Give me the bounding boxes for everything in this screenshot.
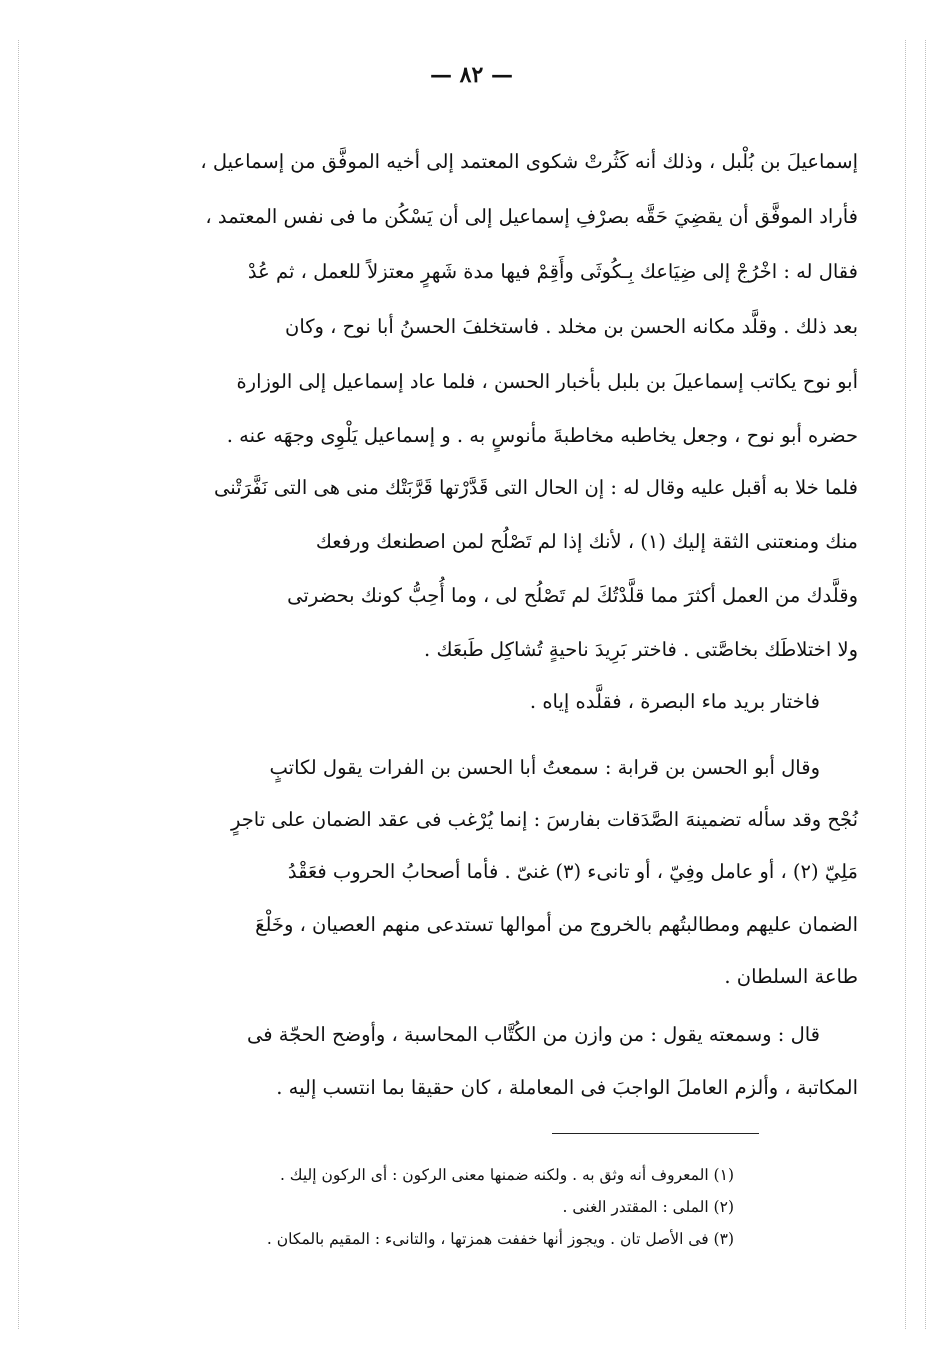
text-line: ولا اختلاطَك بخاصَّتى . فاختر بَرِيدَ ناحيةٍ تُشاكِل طَبعَك . [424, 638, 858, 661]
text-line: حضره أبو نوح ، وجعل يخاطبه مخاطبةَ مأنوسٍ به . و إسماعيل يَلْوِى وجهَه عنه . [226, 424, 858, 447]
left-margin-dots [18, 40, 19, 1329]
text-line: فقال له : اخْرُجْ إلى ضِيَاعك بِـكُوثَى وأَقِمْ فيها مدة شَهرٍ معتزلاً للعمل ، ثم عُدْ [247, 260, 858, 283]
footnote-divider [552, 1133, 759, 1134]
right-margin-dots [905, 40, 906, 1329]
text-line: الضمان عليهم ومطالبتُهم بالخروج من أموالها تستدعى منهم العصيان ، وخَلْعَ [255, 913, 858, 936]
footnote-2: (٢) الملى : المقتدر الغنى . [562, 1198, 734, 1216]
text-line: وقال أبو الحسن بن قرابة : سمعتُ أبا الحسن بن الفرات يقول لكاتبٍ [269, 756, 820, 779]
text-line: المكاتبة ، وألزم العاملَ الواجبَ فى المعاملة ، كان حقيقا بما انتسب إليه . [276, 1076, 858, 1099]
text-line: منك ومنعتنى الثقة إليك (١) ، لأنك إذا لم تَصْلُح لمن اصطنعك ورفعك [315, 530, 858, 553]
footnote-1: (١) المعروف أنه وثق به . ولكنه ضمنها معنى الركون : أى الركون إليك . [279, 1166, 734, 1184]
text-line: فلما خلا به أقبل عليه وقال له : إن الحال التى قَدَّرْتها قَرَّبَتْك منى هى التى نَفَّرَتْنى [213, 476, 858, 499]
right-edge-dots [925, 40, 926, 1329]
text-line: بعد ذلك . وقلَّد مكانه الحسن بن مخلد . فاستخلفَ الحسنُ أبا نوح ، وكان [285, 315, 858, 338]
text-line: وقلَّدك من العمل أكثرَ مما قلَّدْتُكَ لم تَصْلُح لى ، وما أُحِبُّ كونك بحضرتى [287, 584, 858, 607]
text-line: أبو نوح يكاتب إسماعيلَ بن بلبل بأخبار الحسن ، فلما عاد إسماعيل إلى الوزارة [236, 370, 858, 393]
text-line: إسماعيلَ بن بُلْبل ، وذلك أنه كَثُرتْ شكوى المعتمد إلى أخيه الموفَّق من إسماعيل ، [200, 150, 858, 173]
footnote-3: (٣) فى الأصل تان . ويجوز أنها خففت همزتها ، والتانىء : المقيم بالمكان . [266, 1230, 734, 1248]
page-number: — ٨٢ — [430, 62, 513, 88]
text-line: فاختار بريد ماء البصرة ، فقلَّده إياه . [529, 690, 820, 713]
text-line: فأراد الموفَّق أن يقضِيَ حَقَّه بصرْفِ إسماعيل إلى أن يَسْكُن ما فى نفس المعتمد ، [205, 205, 858, 228]
text-line: نُجْح وقد سأله تضمينهَ الصَّدَقات بفارسَ : إنما يُرْغب فى عقد الضمان على تاجرٍ [230, 808, 858, 831]
text-line: قال : وسمعته يقول : من وازن من الكُتَّاب المحاسبة ، وأوضح الحجّة فى [246, 1023, 820, 1046]
text-line: مَلِيّ (٢) ، أو عامل وفِيّ ، أو تانىء (٣) غنىّ . فأما أصحابُ الحروب فعَقْدُ [287, 860, 858, 883]
text-line: طاعة السلطان . [724, 965, 858, 988]
